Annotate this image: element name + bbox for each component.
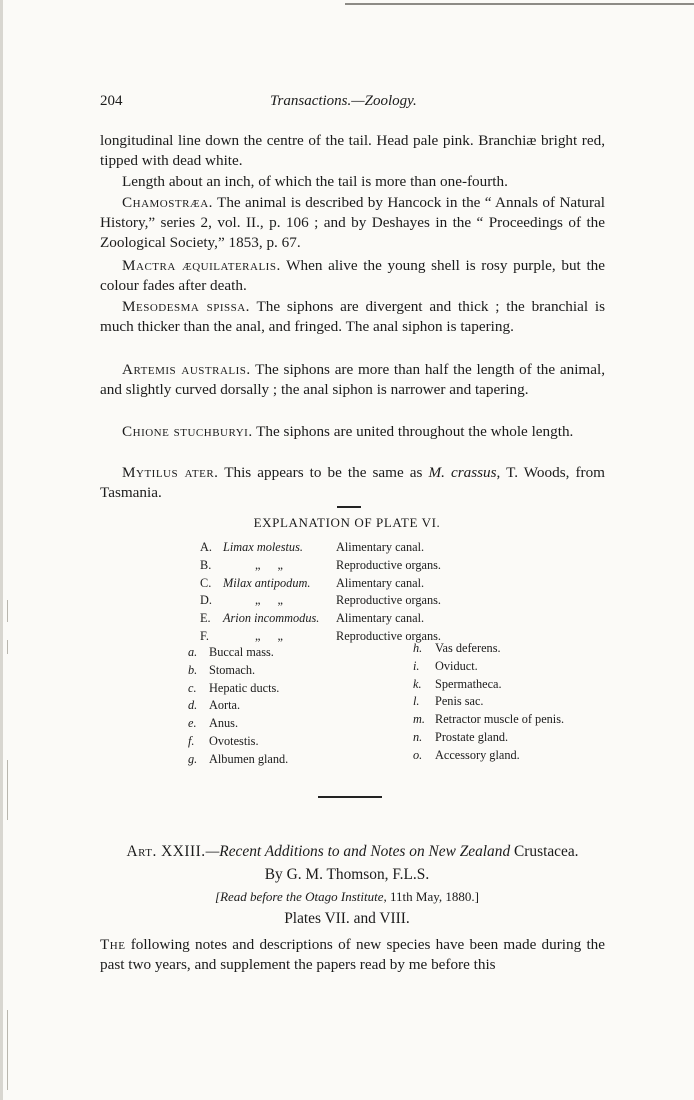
- species-name: Mytilus ater.: [122, 464, 219, 481]
- paragraph-text: The siphons are united throughout the whole length.: [252, 423, 574, 440]
- paragraph-text: , T. Woods, from Tasmania.: [100, 464, 605, 501]
- read-note: [Read before the Otago Institute, 11th May, 1880.]: [215, 889, 479, 904]
- page-scan-edge-top: [345, 3, 694, 5]
- species-reference: M. crassus: [428, 464, 497, 481]
- article-number: Art. XXIII.: [126, 843, 206, 860]
- article-title-end: Crustacea.: [510, 843, 579, 860]
- paragraph-mactra: [100, 256, 605, 296]
- plate-explanation-title: EXPLANATION OF PLATE VI.: [253, 515, 441, 530]
- paragraph-continuation: longitudinal line down the centre of the tail. Head pale pink. Branchiæ bright red, tipped with dead white.: [100, 132, 605, 169]
- paragraph-length: Length about an inch, of which the tail is more than one-fourth.: [122, 173, 508, 190]
- section-rule-long: [318, 796, 382, 798]
- paragraph-chamostraea: [100, 193, 605, 253]
- paragraph-text: The siphons are divergent and thick ; the branchial is much thicker than the anal, and fringed. The anal siphon is tapering.: [100, 298, 605, 335]
- paragraph-chione: [100, 422, 605, 442]
- paragraph-text: The animal is described by Hancock in the “ Annals of Natural History,” series 2, vol. II., p. 106 ; and by Deshayes in the “ Proceedings of the Zoological Society,” 1853, p. 67.: [100, 194, 605, 251]
- paragraph-text: The siphons are more than half the length of the animal, and slightly curved dorsally ; the anal siphon is narrower and tapering.: [100, 361, 605, 398]
- paragraph-artemis: [100, 360, 605, 400]
- running-title: Transactions.—Zoology.: [270, 93, 417, 109]
- article-title: [100, 843, 605, 861]
- paragraph-mytilus: [100, 463, 605, 503]
- article-title-text: —Recent Additions to and Notes on New Zealand: [205, 843, 511, 860]
- margin-mark: [7, 1010, 8, 1090]
- species-name: Chamostræa.: [122, 194, 213, 211]
- page-number: 204: [100, 93, 123, 109]
- paragraph-mesodesma: [100, 297, 605, 337]
- section-rule-short: [337, 506, 361, 508]
- paragraph-text: When alive the young shell is rosy purple, but the colour fades after death.: [100, 257, 605, 294]
- species-name: Mactra æquilateralis.: [122, 257, 281, 274]
- page-scan-edge-left: [0, 0, 3, 1100]
- intro-lead: The: [100, 936, 126, 953]
- paragraph-text: This appears to be the same as: [218, 464, 429, 481]
- article-intro-paragraph: [100, 935, 605, 975]
- species-name: Artemis australis.: [122, 361, 251, 378]
- margin-mark: [7, 640, 8, 654]
- article-author: By G. M. Thomson, F.L.S.: [264, 866, 430, 883]
- margin-mark: [7, 600, 8, 622]
- species-name: Chione stuchburyi.: [122, 423, 253, 440]
- plates-reference: Plates VII. and VIII.: [284, 910, 410, 927]
- margin-mark: [7, 760, 8, 820]
- species-name: Mesodesma spissa.: [122, 298, 250, 315]
- paragraph-text: following notes and descriptions of new species have been made during the past two years, and supplement the papers read by me before this: [100, 936, 605, 973]
